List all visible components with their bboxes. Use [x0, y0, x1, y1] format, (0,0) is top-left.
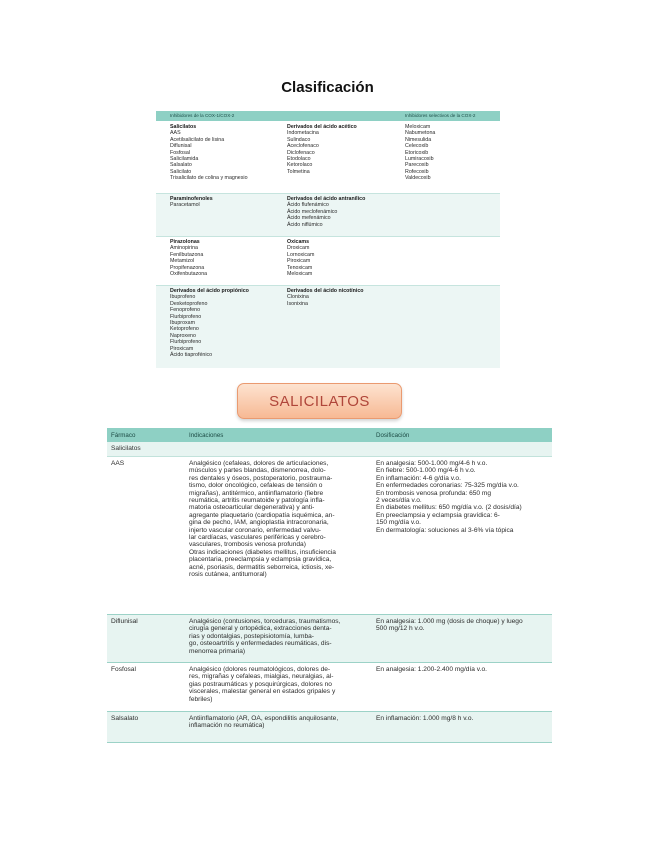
drug-name: Ácido flufenámico [287, 202, 329, 209]
group-title: Derivados del ácido propiónico [170, 288, 249, 294]
indication-line: Otras indicaciones (diabetes mellitus, insuficiencia [189, 548, 336, 556]
section-label: Salicilatos [111, 445, 141, 452]
drug-name: Clonixina [287, 294, 309, 301]
drug-cell: Fosfosal [111, 666, 136, 673]
drug-name: Lornoxicam [287, 251, 315, 258]
drug-name: Ibuprofeno [170, 294, 196, 301]
drug-cell: AAS [111, 460, 125, 467]
classification-column [287, 288, 402, 307]
indication-line: rosis cutánea, antitumoral) [189, 571, 267, 579]
group-divider [156, 193, 500, 194]
drug-name: Droxicam [287, 245, 310, 252]
dosing-line: 150 mg/día v.o. [376, 519, 421, 527]
table-section-row [107, 442, 552, 457]
drug-name: Ácido meclofenámico [287, 208, 338, 215]
classification-group [156, 121, 500, 193]
drug-name: Oxifenbutazona [170, 271, 208, 278]
indication-line: cirugía general y ortopédica, extracciones denta- [189, 625, 332, 633]
indication-line: migrañas), antitérmico, antiinflamatorio (fiebre [189, 489, 324, 497]
indication-line: vasculares, trombosis venosa profunda) [189, 541, 306, 549]
dosing-line: 500 mg/12 h v.o. [376, 625, 425, 633]
dosing-cell [376, 460, 551, 534]
drug-name: Nimesulida [405, 136, 432, 143]
indication-line: viscerales, malestar general en estados gripales y [189, 688, 336, 696]
header-indicaciones: Indicaciones [189, 432, 224, 439]
drug-name: Aminopirina [170, 245, 198, 252]
dosing-line: En trombosis venosa profunda: 650 mg [376, 489, 492, 497]
drug-name: Fosfosal [170, 149, 191, 156]
drug-name: Celecoxib [405, 143, 429, 150]
drug-name: Tenoxicam [287, 264, 313, 271]
drug-name: Meloxicam [287, 271, 313, 278]
salicilatos-button[interactable]: SALICILATOS [237, 383, 402, 419]
drug-name: Trisalicilato de colina y magnesio [170, 175, 248, 182]
drug-name: Ketoprofeno [170, 326, 199, 333]
indication-line: febriles) [189, 695, 213, 703]
dosing-line: En enfermedades coronarias: 75-325 mg/día v.o. [376, 482, 519, 490]
salicilatos-table [107, 428, 552, 743]
dosing-line: En analgesia: 500-1.000 mg/4-6 h v.o. [376, 460, 488, 467]
drug-name: Ketorolaco [287, 162, 313, 169]
page-title: Clasificación [281, 79, 374, 96]
drug-name: Piroxicam [170, 345, 194, 352]
drug-name: AAS [170, 130, 181, 137]
header-cox1-cox2: Inhibidores de la COX-1/COX-2 [170, 113, 235, 118]
classification-column [287, 239, 402, 277]
drug-name: Parecoxib [405, 162, 429, 169]
indication-line: go, osteoartritis y enfermedades reumáticas, dis- [189, 640, 332, 648]
group-title: Derivados del ácido acético [287, 124, 357, 130]
drug-name: Propifenazona [170, 264, 205, 271]
drug-name: Diclofenaco [287, 149, 315, 156]
drug-cell: Salsalato [111, 715, 139, 722]
group-title: Meloxicam [405, 124, 431, 130]
drug-name: Acetilsalicilato de lisina [170, 136, 225, 143]
drug-name: Flurbiprofeno [170, 339, 202, 346]
indications-cell [189, 460, 369, 579]
classification-column [405, 124, 497, 182]
drug-name: Salicilamida [170, 156, 199, 163]
drug-cell: Diflunisal [111, 618, 138, 625]
indication-line: tismo, dolor oncológico, cefaleas de tensión o [189, 482, 323, 490]
table-header [107, 428, 552, 442]
table-row [107, 663, 552, 712]
dosing-cell [376, 715, 551, 722]
dosing-line: En diabetes mellitus: 650 mg/día v.o. (2 dosis/día) [376, 504, 522, 512]
group-divider [156, 285, 500, 286]
table-row [107, 712, 552, 743]
header-farmaco: Fármaco [111, 432, 136, 439]
classification-table [156, 111, 500, 368]
classification-column [170, 239, 282, 277]
header-dosificacion: Dosificación [376, 432, 410, 439]
indication-line: agregante plaquetario (cardiopatía isquémica, an- [189, 511, 335, 519]
group-title: Oxicams [287, 239, 310, 245]
drug-name: Dexketoprofeno [170, 300, 208, 307]
indication-line: matoria osteoarticular degenerativa) y anti- [189, 504, 315, 512]
indication-line: músculos y partes blandas, dismenorrea, dolo- [189, 467, 326, 475]
indication-line: rias y odontalgias, postepisiotomía, lumba- [189, 632, 314, 640]
classification-column [170, 124, 282, 182]
indication-line: reumática, artritis reumatoide y patología infla- [189, 497, 325, 505]
classification-column [287, 196, 402, 228]
classification-group [156, 193, 500, 236]
indication-line: injerto vascular coronario, enfermedad valvu- [189, 526, 321, 534]
drug-name: Piroxicam [287, 258, 311, 265]
dosing-cell [376, 618, 551, 633]
dosing-line: En analgesia: 1.000 mg (dosis de choque) y luego [376, 618, 523, 625]
dosing-line: En analgesia: 1.200-2.400 mg/día v.o. [376, 666, 487, 673]
drug-name: Indometacina [287, 130, 319, 137]
header-cox2-selective: Inhibidores selectivos de la COX-2 [405, 113, 476, 118]
indication-line: Antiinflamatorio (AR, OA, espondilitis anquilosante, [189, 715, 339, 722]
indication-line: gina de pecho, IAM, angioplastia intracoronaria, [189, 519, 329, 527]
classification-column [170, 288, 282, 358]
drug-name: Isonixina [287, 300, 308, 307]
drug-name: Ácido tiaprofénico [170, 352, 213, 359]
drug-name: Rofecoxib [405, 168, 429, 175]
drug-name: Naproxeno [170, 332, 196, 339]
classification-column [170, 196, 282, 209]
drug-name: Nabumetona [405, 130, 436, 137]
table-row [107, 457, 552, 615]
dosing-line: En inflamación: 4-6 g/día v.o. [376, 474, 461, 482]
dosing-line: En dermatología: soluciones al 3-6% vía tópica [376, 526, 514, 534]
group-title: Pirazolonas [170, 239, 200, 245]
drug-name: Etodolaco [287, 156, 311, 163]
indication-line: gias postraumáticas y posquirúrgicas, dolores no [189, 680, 332, 688]
group-title: Derivados del ácido antranílico [287, 196, 366, 202]
indication-line: placentaria, preeclampsia y eclampsia gravídica, [189, 556, 332, 564]
indication-line: res, migrañas y cefaleas, mialgias, neuralgias, al- [189, 673, 334, 681]
drug-name: Fenoprofeno [170, 307, 201, 314]
dosing-line: 2 veces/día v.o. [376, 497, 422, 505]
drug-name: Tolmetina [287, 168, 310, 175]
classification-column [287, 124, 402, 175]
classification-group [156, 285, 500, 368]
indication-line: inflamación no reumática) [189, 722, 265, 730]
dosing-cell [376, 666, 551, 673]
drug-name: Salicilato [170, 168, 192, 175]
drug-name: Ácido mefenámico [287, 215, 331, 222]
indications-cell [189, 666, 369, 703]
classification-header [156, 111, 500, 121]
indication-line: Analgésico (contusiones, torceduras, traumatismos, [189, 618, 341, 625]
indication-line: lar cardíacas, vasculares periféricas y cerebro- [189, 534, 326, 542]
drug-name: Etoricoxib [405, 149, 429, 156]
group-divider [156, 236, 500, 237]
group-title: Derivados del ácido nicotínico [287, 288, 364, 294]
drug-name: Fenilbutazona [170, 251, 204, 258]
group-title: Paraminofenoles [170, 196, 213, 202]
indication-line: menorrea primaria) [189, 647, 246, 655]
drug-name: Salsalato [170, 162, 192, 169]
indication-line: Analgésico (dolores reumatológicos, dolores de- [189, 666, 331, 673]
drug-name: Lumiracoxib [405, 156, 434, 163]
drug-name: Aceclofenaco [287, 143, 319, 150]
drug-name: Ácido niflúmico [287, 221, 323, 228]
indication-line: acné, psoriasis, dermatitis seborreica, ictiosis, xe- [189, 563, 335, 571]
indication-line: Analgésico (cefaleas, dolores de articulaciones, [189, 460, 329, 467]
classification-group [156, 236, 500, 285]
indications-cell [189, 715, 369, 730]
drug-name: Diflunisal [170, 143, 192, 150]
group-title: Salicilatos [170, 124, 197, 130]
indication-line: res dentales y óseos, postoperatorio, postrauma- [189, 474, 333, 482]
drug-name: Ibuproxam [170, 320, 196, 327]
dosing-line: En fiebre: 500-1.000 mg/4-6 h v.o. [376, 467, 476, 475]
drug-name: Valdecoxib [405, 175, 431, 182]
drug-name: Flurbiprofeno [170, 313, 202, 320]
table-row [107, 615, 552, 663]
drug-name: Sulindaco [287, 136, 311, 143]
dosing-line: En preeclampsia y eclampsia gravídica: 6- [376, 511, 500, 519]
drug-name: Metamizol [170, 258, 195, 265]
indications-cell [189, 618, 369, 655]
dosing-line: En inflamación: 1.000 mg/8 h v.o. [376, 715, 474, 722]
drug-name: Paracetamol [170, 202, 200, 209]
